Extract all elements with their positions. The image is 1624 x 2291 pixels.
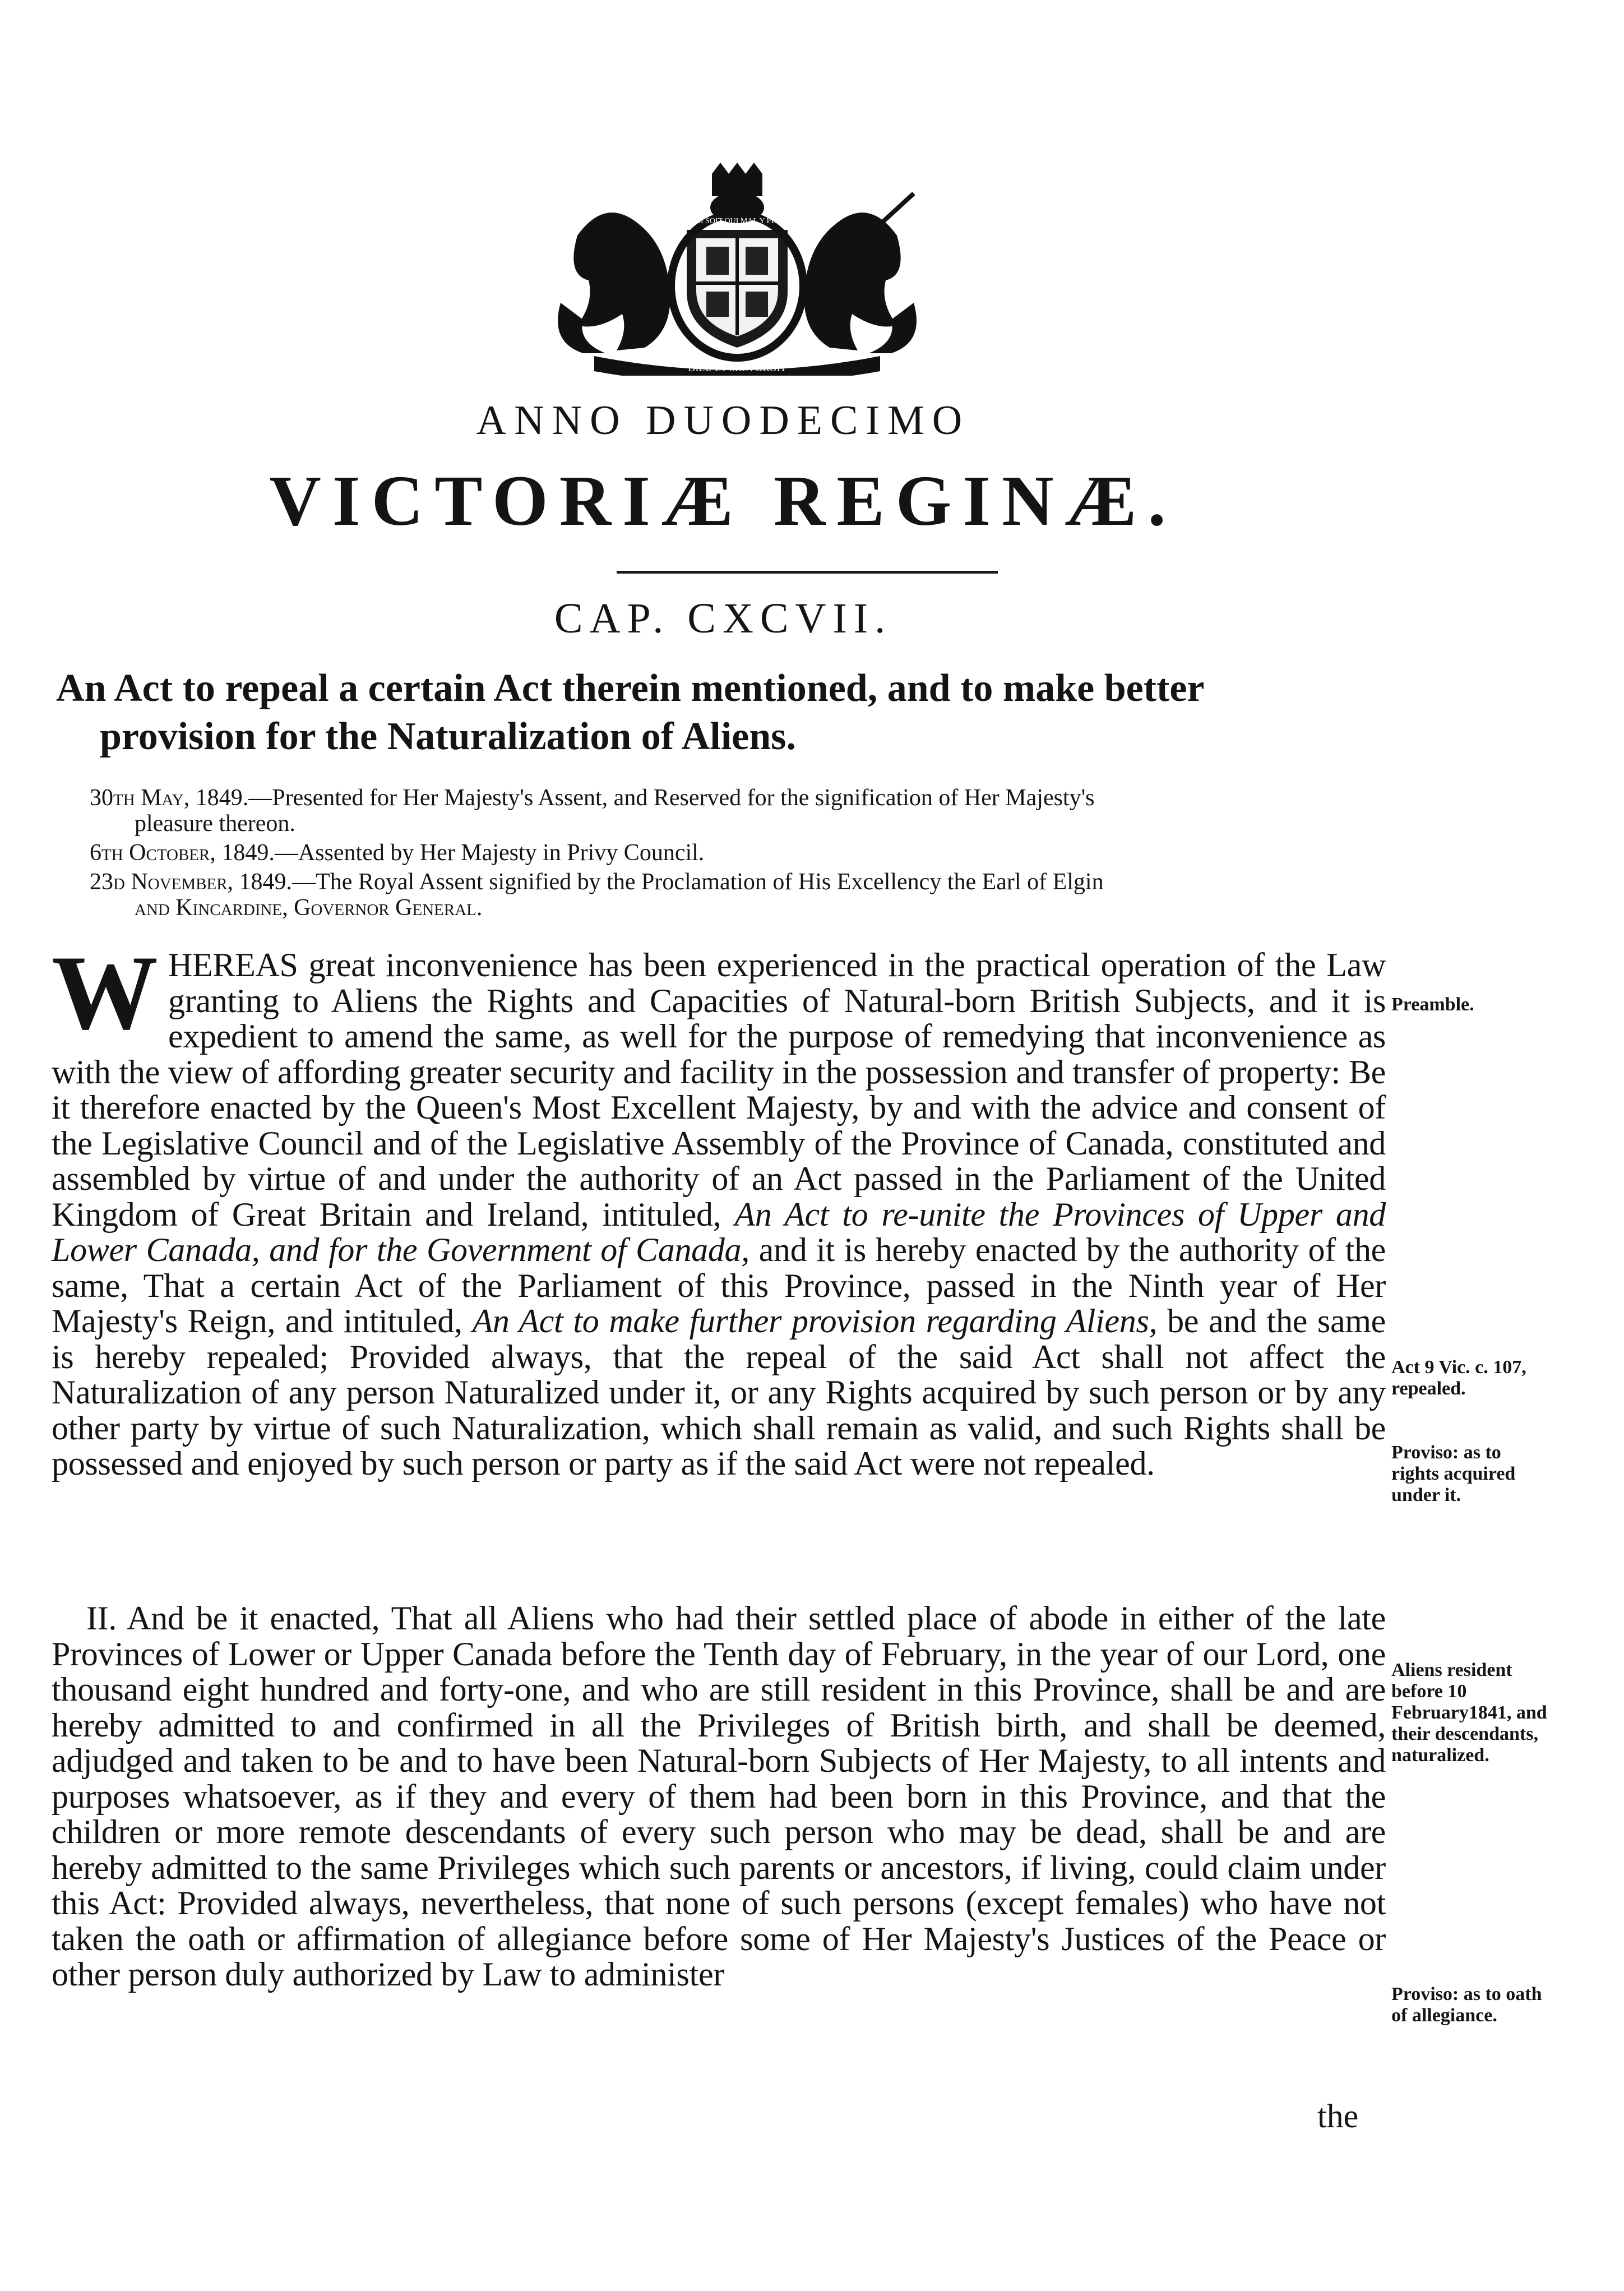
date-text: —Assented by Her Majesty in Privy Council. [274, 840, 705, 866]
act-title [56, 664, 1390, 761]
garter-motto-text: HONI SOIT QUI MAL Y PENSE [683, 217, 791, 225]
act-title-line-1: An Act to repeal a certain Act therein mentioned, and to make better [56, 667, 1205, 710]
heading-rule [617, 571, 998, 574]
preamble-paragraph [52, 934, 1386, 1482]
chapter-heading: CAP. CXCVII. [554, 595, 892, 642]
date-entry [90, 785, 1390, 837]
motto-banner-text: DIEU ET MON DROIT [688, 362, 786, 373]
anno-heading: ANNO DUODECIMO [476, 398, 970, 444]
margin-note-proviso-oath: Proviso: as to oath of allegiance. [1391, 1984, 1542, 2026]
preamble-italic-b: An Act to make further provision regarding Aliens, [472, 1302, 1158, 1340]
date-label: 30th May, 1849. [90, 785, 249, 811]
coat-of-arms-emblem [544, 163, 931, 376]
regnal-heading: VICTORIÆ REGINÆ. [269, 461, 1177, 541]
preamble-text-a: HEREAS great inconvenience has been experienced in the practical operation of the Law granting to Aliens the Rights and Capacities of Natural-born British Subjects, and it is expedient to amend the same, as well for the purpose of remedying that inconvenience as with the view of affording greater security and facility in the possession and transfer of property: Be it therefore enacted by the Queen's Most Excellent Majesty, by and with the advice and consent of the Legislative Council and of the Legislative Assembly of the Province of Canada, constituted and assembled by virtue of and under the authority of an Act passed in the Parliament of the United Kingdom of Great Britain and Ireland, intituled, [52, 946, 1386, 1233]
date-text-continued: pleasure thereon. [135, 811, 295, 837]
date-entry [90, 869, 1390, 921]
section-2-paragraph: II. And be it enacted, That all Aliens who had their settled place of abode in either of the late Provinces of Lower or Upper Canada before the Tenth day of February, in the year of our Lord, one thousand eight hundred and forty-one, and who are still resident in this Province, shall be and are hereby admitted to and confirmed in all the Privileges of British birth, and shall be deemed, adjudged and taken to be and to have been Natural-born Subjects of Her Majesty, to all intents and purposes whatsoever, as if they and every of them had been born in this Province, and that the children or more remote descendants of every such person who may be dead, shall be and are hereby admitted to the same Privileges which such parents or ancestors, if living, could claim under this Act: Provided always, nevertheless, that none of such persons (except females) who have not taken the oath or affirmation of allegiance before some of Her Majesty's Justices of the Peace or other person duly authorized by Law to administer [52, 1600, 1386, 1993]
drop-cap-initial: W [52, 934, 158, 1052]
catchword: the [1317, 2098, 1359, 2135]
date-label: 23d November, 1849. [90, 869, 293, 895]
preamble-text-c: be and the same is hereby repealed; Provided always, that the repeal of the said Act shall not affect the Naturalization of any person Naturalized under it, or any Rights acquired by such person or by any other party by virtue of such Naturalization, which shall remain as valid, and such Rights shall be possessed and enjoyed by such person or party as if the said Act were not repealed. [52, 1302, 1386, 1482]
preamble-text-b: and it is hereby enacted by the authority of the same, That a certain Act of the Parliament of this Province, passed in the Ninth year of Her Majesty's Reign, and intituled, [52, 1231, 1386, 1340]
date-label: 6th October, 1849. [90, 840, 275, 866]
act-title-line-2: provision for the Naturalization of Aliens. [100, 715, 796, 758]
margin-note-repealed: Act 9 Vic. c. 107, repealed. [1391, 1357, 1526, 1399]
date-entry [90, 840, 1390, 866]
preamble-italic-a: An Act to re-unite the Provinces of Upper and Lower Canada, and for the Government of Canada, [52, 1195, 1386, 1268]
date-text: —Presented for Her Majesty's Assent, and Reserved for the signification of Her Majesty's [248, 785, 1095, 811]
margin-note-aliens-naturalized: Aliens resident before 10 February1841, and their descendants, naturalized. [1391, 1660, 1547, 1766]
assent-dates [90, 785, 1390, 924]
date-text: —The Royal Assent signified by the Proclamation of His Excellency the Earl of Elgin [292, 869, 1104, 895]
margin-note-preamble: Preamble. [1391, 994, 1474, 1015]
date-text-continued: and Kincardine, Governor General. [135, 895, 483, 921]
margin-note-proviso-rights: Proviso: as to rights acquired under it. [1391, 1442, 1516, 1505]
